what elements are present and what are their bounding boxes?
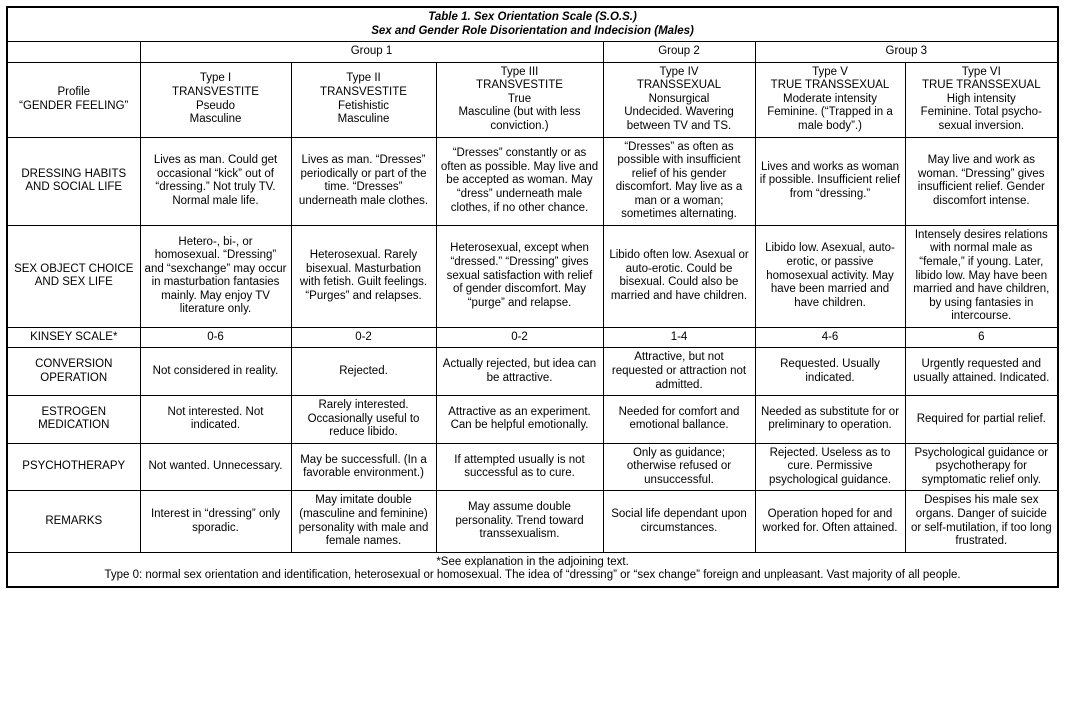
cell-estrogen-medication-type-4: Needed for comfort and emotional ballance. (603, 396, 755, 444)
profile-label (7, 62, 140, 137)
type-2-detail: Masculine (337, 113, 390, 126)
row-label-conversion-operation: CONVERSION OPERATION (7, 348, 140, 396)
cell-conversion-operation-type-3: Actually rejected, but idea can be attractive. (436, 348, 603, 396)
cell-kinsey-scale-type-5: 4-6 (755, 327, 905, 348)
profile-row (7, 62, 1058, 137)
type-column-4 (603, 62, 755, 137)
type-column-5 (755, 62, 905, 137)
row-label-psychotherapy: PSYCHOTHERAPY (7, 443, 140, 491)
type-column-3 (436, 62, 603, 137)
type-4-detail: Undecided. Wavering between TV and TS. (624, 106, 734, 132)
footnote-line-2: Type 0: normal sex orientation and identification, heterosexual or homosexual. The idea of “dressing” or “sex change” foreign and unpleasant. Vast majority of all people. (104, 569, 961, 582)
cell-kinsey-scale-type-2: 0-2 (291, 327, 436, 348)
profile-label-line-1: Profile (57, 86, 91, 99)
cell-remarks-type-5: Operation hoped for and worked for. Often attained. (755, 491, 905, 552)
table-row (7, 396, 1058, 444)
table-row (7, 137, 1058, 225)
type-2-name: Type II (346, 72, 381, 85)
type-6-qualifier: High intensity (946, 92, 1016, 105)
cell-dressing-habits-type-4: “Dresses” as often as possible with insufficient relief of his gender discomfort. May live as a man or a woman; sometimes alternating. (603, 137, 755, 225)
row-label-dressing-habits: DRESSING HABITS AND SOCIAL LIFE (7, 137, 140, 225)
type-5-category: TRUE TRANSSEXUAL (770, 79, 890, 92)
type-3-qualifier: True (507, 92, 532, 105)
type-2-qualifier: Fetishistic (337, 99, 390, 112)
cell-remarks-type-3: May assume double personality. Trend toward transsexualism. (436, 491, 603, 552)
cell-dressing-habits-type-2: Lives as man. “Dresses” periodically or part of the time. “Dresses” underneath male clothes. (291, 137, 436, 225)
row-label-estrogen-medication: ESTROGEN MEDICATION (7, 396, 140, 444)
group-header-group-3: Group 3 (755, 42, 1058, 63)
type-6-detail: Feminine. Total psycho-sexual inversion. (920, 106, 1042, 132)
cell-conversion-operation-type-4: Attractive, but not requested or attraction not admitted. (603, 348, 755, 396)
row-label-sex-object-choice: SEX OBJECT CHOICE AND SEX LIFE (7, 225, 140, 327)
row-label-remarks: REMARKS (7, 491, 140, 552)
cell-remarks-type-6: Despises his male sex organs. Danger of suicide or self-mutilation, if too long frustrated. (905, 491, 1058, 552)
cell-estrogen-medication-type-6: Required for partial relief. (905, 396, 1058, 444)
table-row (7, 348, 1058, 396)
group-header-group-2: Group 2 (603, 42, 755, 63)
type-4-name: Type IV (659, 65, 699, 78)
cell-conversion-operation-type-1: Not considered in reality. (140, 348, 291, 396)
type-6-name: Type VI (961, 65, 1001, 78)
cell-sex-object-choice-type-5: Libido low. Asexual, auto-erotic, or passive homosexual activity. May have been married and have children. (755, 225, 905, 327)
cell-estrogen-medication-type-3: Attractive as an experiment. Can be helpful emotionally. (436, 396, 603, 444)
cell-sex-object-choice-type-2: Heterosexual. Rarely bisexual. Masturbation with fetish. Guilt feelings. “Purges” and relapses. (291, 225, 436, 327)
corner-blank-cell (7, 42, 140, 63)
cell-kinsey-scale-type-3: 0-2 (436, 327, 603, 348)
cell-remarks-type-2: May imitate double (masculine and feminine) personality with male and female names. (291, 491, 436, 552)
table-row (7, 225, 1058, 327)
type-5-qualifier: Moderate intensity (783, 92, 877, 105)
cell-conversion-operation-type-6: Urgently requested and usually attained. Indicated. (905, 348, 1058, 396)
cell-estrogen-medication-type-5: Needed as substitute for or preliminary to operation. (755, 396, 905, 444)
cell-dressing-habits-type-5: Lives and works as woman if possible. Insufficient relief from “dressing.” (755, 137, 905, 225)
cell-remarks-type-1: Interest in “dressing” only sporadic. (140, 491, 291, 552)
cell-conversion-operation-type-2: Rejected. (291, 348, 436, 396)
type-5-detail: Feminine. (“Trapped in a male body”.) (767, 106, 893, 132)
cell-sex-object-choice-type-4: Libido often low. Asexual or auto-erotic. Could be bisexual. Could also be married and have children. (603, 225, 755, 327)
type-column-6 (905, 62, 1058, 137)
cell-sex-object-choice-type-3: Heterosexual, except when “dressed.” “Dressing” gives sexual satisfaction with relief of gender discomfort. May “purge” and relapse. (436, 225, 603, 327)
type-1-name: Type I (199, 72, 232, 85)
type-1-qualifier: Pseudo (195, 99, 235, 112)
cell-conversion-operation-type-5: Requested. Usually indicated. (755, 348, 905, 396)
type-column-1 (140, 62, 291, 137)
title-line-2: Sex and Gender Role Disorientation and Indecision (Males) (371, 24, 694, 37)
footnote-row (7, 552, 1058, 587)
type-3-detail: Masculine (but with less conviction.) (458, 106, 581, 132)
cell-dressing-habits-type-3: “Dresses” constantly or as often as possible. May live and be accepted as woman. May “dress” underneath male clothes, if no other chance. (436, 137, 603, 225)
type-3-category: TRANSVESTITE (476, 79, 563, 92)
cell-psychotherapy-type-4: Only as guidance; otherwise refused or unsuccessful. (603, 443, 755, 491)
type-3-name: Type III (500, 65, 539, 78)
cell-psychotherapy-type-5: Rejected. Useless as to cure. Permissive psychological guidance. (755, 443, 905, 491)
table-row (7, 491, 1058, 552)
cell-psychotherapy-type-6: Psychological guidance or psychotherapy for symptomatic relief only. (905, 443, 1058, 491)
cell-kinsey-scale-type-1: 0-6 (140, 327, 291, 348)
table-row (7, 327, 1058, 348)
title-line-1: Table 1. Sex Orientation Scale (S.O.S.) (428, 11, 637, 23)
cell-psychotherapy-type-1: Not wanted. Unnecessary. (140, 443, 291, 491)
table-title (7, 7, 1058, 42)
table-footnote (7, 552, 1058, 587)
sex-orientation-scale-table (6, 6, 1059, 588)
cell-remarks-type-4: Social life dependant upon circumstances. (603, 491, 755, 552)
cell-kinsey-scale-type-4: 1-4 (603, 327, 755, 348)
profile-label-line-2: “GENDER FEELING” (19, 99, 129, 112)
table-title-row (7, 7, 1058, 42)
type-column-2 (291, 62, 436, 137)
type-6-category: TRUE TRANSSEXUAL (921, 79, 1041, 92)
type-1-category: TRANSVESTITE (172, 86, 259, 99)
footnote-line-1: *See explanation in the adjoining text. (436, 555, 629, 568)
cell-sex-object-choice-type-6: Intensely desires relations with normal male as “female,” if young. Later, libido low. May have been married and have children, by using fantasies in intercourse. (905, 225, 1058, 327)
cell-estrogen-medication-type-2: Rarely interested. Occasionally useful to reduce libido. (291, 396, 436, 444)
cell-psychotherapy-type-2: May be successfull. (In a favorable environment.) (291, 443, 436, 491)
table-row (7, 443, 1058, 491)
cell-dressing-habits-type-1: Lives as man. Could get occasional “kick” out of “dressing.” Not truly TV. Normal male life. (140, 137, 291, 225)
cell-dressing-habits-type-6: May live and work as woman. “Dressing” gives insufficient relief. Gender discomfort intense. (905, 137, 1058, 225)
type-5-name: Type V (812, 65, 848, 78)
cell-estrogen-medication-type-1: Not interested. Not indicated. (140, 396, 291, 444)
group-header-row (7, 42, 1058, 63)
type-2-category: TRANSVESTITE (320, 86, 407, 99)
cell-sex-object-choice-type-1: Hetero-, bi-, or homosexual. “Dressing” and “sexchange” may occur in masturbation fantasies mainly. May enjoy TV literature only. (140, 225, 291, 327)
cell-kinsey-scale-type-6: 6 (905, 327, 1058, 348)
type-4-qualifier: Nonsurgical (648, 92, 710, 105)
group-header-group-1: Group 1 (140, 42, 603, 63)
cell-psychotherapy-type-3: If attempted usually is not successful as to cure. (436, 443, 603, 491)
type-4-category: TRANSSEXUAL (636, 79, 722, 92)
row-label-kinsey-scale: KINSEY SCALE* (7, 327, 140, 348)
type-1-detail: Masculine (189, 113, 242, 126)
